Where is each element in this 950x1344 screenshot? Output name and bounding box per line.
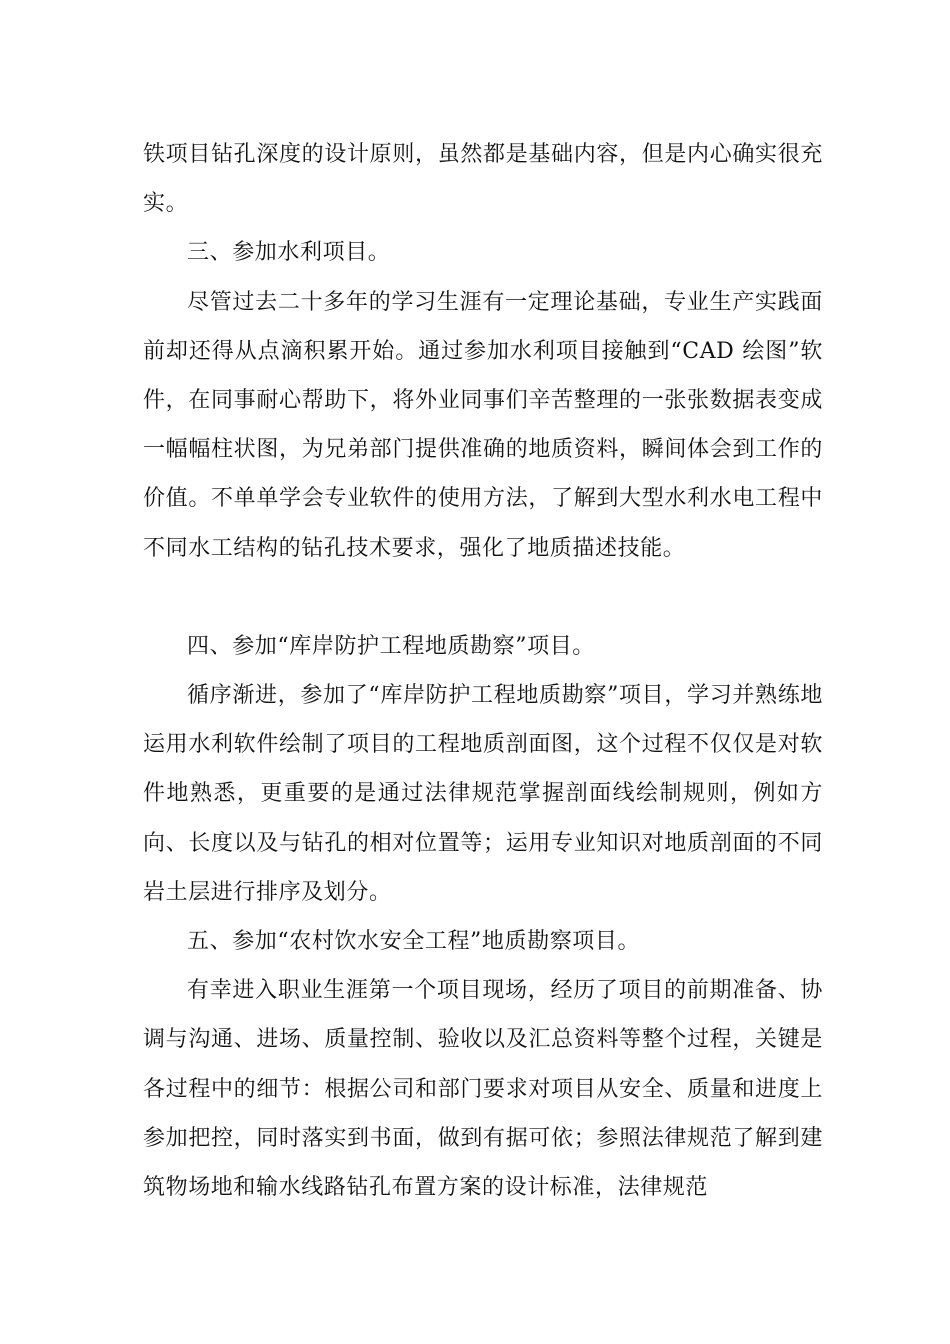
section-heading-4: 四、参加“库岸防护工程地质勘察”项目。 bbox=[187, 633, 595, 659]
paragraph-section-5: 有幸进入职业生涯第一个项目现场，经历了项目的前期准备、协调与沟通、进场、质量控制、验收以及汇总资料等整个过程，关键是各过程中的细节：根据公司和部门要求对项目从安全、质量和进度上参加把控，同时落实到书面，做到有据可依；参照法律规范了解到建筑物场地和输水线路钻孔布置方案的设计标准，法律规范 bbox=[143, 978, 823, 1201]
paragraph-continuation: 铁项目钻孔深度的设计原则，虽然都是基础内容，但是内心确实很充实。 bbox=[143, 142, 823, 217]
body-text bbox=[143, 130, 823, 1212]
blank-line bbox=[143, 573, 823, 622]
paragraph-section-3: 尽管过去二十多年的学习生涯有一定理论基础，专业生产实践面前却还得从点滴积累开始。通过参加水利项目接触到“CAD 绘图”软件，在同事耐心帮助下，将外业同事们辛苦整理的一张张数据表变成一幅幅柱状图，为兄弟部门提供准确的地质资料，瞬间体会到工作的价值。不单单学会专业软件的使用方法，了解到大型水利水电工程中不同水工结构的钻孔技术要求，强化了地质描述技能。 bbox=[143, 289, 823, 561]
paragraph-section-4: 循序渐进，参加了“库岸防护工程地质勘察”项目，学习并熟练地运用水利软件绘制了项目的工程地质剖面图，这个过程不仅仅是对软件地熟悉，更重要的是通过法律规范掌握剖面线绘制规则，例如方向、长度以及与钻孔的相对位置等；运用专业知识对地质剖面的不同岩土层进行排序及划分。 bbox=[143, 683, 823, 905]
section-heading-3: 三、参加水利项目。 bbox=[187, 240, 391, 266]
section-heading-5: 五、参加“农村饮水安全工程”地质勘察项目。 bbox=[187, 929, 641, 955]
